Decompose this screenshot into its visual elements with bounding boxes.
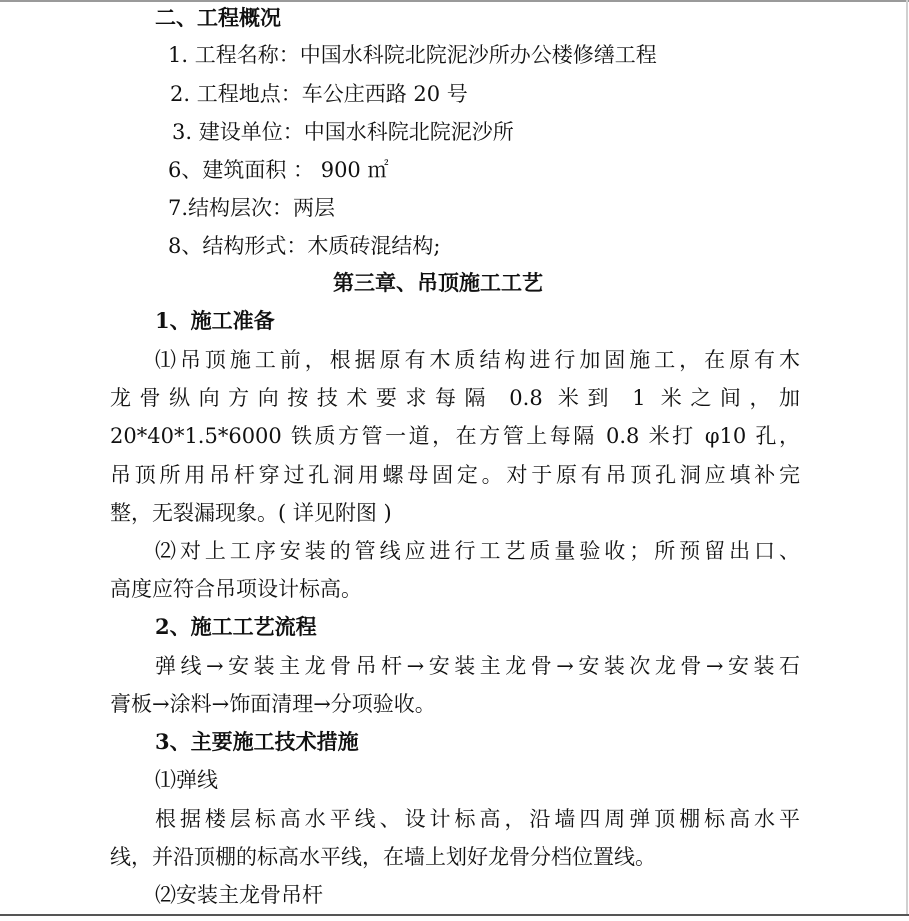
overview-item-location: 2. 工程地点：车公庄西路 20 号 [170,82,468,106]
measures-text-line: 根据楼层标高水平线、设计标高，沿墙四周弹顶棚标高水平 [155,807,800,831]
prep-paragraph-2-line: 高度应符合吊项设计标高。 [110,577,362,601]
section-heading-prep: 1、施工准备 [155,308,275,333]
overview-item-floors: 7.结构层次：两层 [168,196,336,220]
measures-subheading-snap-line: ⑴弹线 [155,768,218,792]
chapter-title: 第三章、吊顶施工工艺 [333,270,543,295]
prep-paragraph-2-line: ⑵对上工序安装的管线应进行工艺质量验收；所预留出口、 [155,539,800,563]
overview-item-area: 6、建筑面积 ： 900 ㎡ [168,158,389,182]
section-heading-flow: 2、施工工艺流程 [155,614,317,639]
flow-line: 弹线→安装主龙骨吊杆→安装主龙骨→安装次龙骨→安装石 [155,654,800,678]
section-heading-overview: 二、工程概况 [155,5,281,30]
prep-paragraph-1-line: 20*40*1.5*6000 铁质方管一道，在方管上每隔 0.8 米打 φ10 孔， [110,424,800,448]
section-heading-measures: 3、主要施工技术措施 [155,729,359,754]
prep-paragraph-1-line: 吊顶所用吊杆穿过孔洞用螺母固定。对于原有吊顶孔洞应填补完 [110,463,800,487]
prep-paragraph-1-line: 整，无裂漏现象。( 详见附图 ) [110,501,392,525]
flow-line: 膏板→涂料→饰面清理→分项验收。 [110,692,436,716]
prep-paragraph-1-line: 龙骨纵向方向按技术要求每隔 0.8 米到 1 米之间，加 [110,386,800,410]
overview-item-builder: 3. 建设单位：中国水科院北院泥沙所 [172,120,514,144]
overview-item-project-name: 1. 工程名称：中国水科院北院泥沙所办公楼修缮工程 [168,43,657,67]
measures-subheading-hanger-rod: ⑵安装主龙骨吊杆 [155,883,323,907]
overview-item-structure: 8、结构形式：木质砖混结构; [168,234,441,258]
measures-text-line: 线，并沿顶棚的标高水平线，在墙上划好龙骨分档位置线。 [110,845,656,869]
prep-paragraph-1-line: ⑴吊顶施工前，根据原有木质结构进行加固施工，在原有木 [155,348,800,372]
